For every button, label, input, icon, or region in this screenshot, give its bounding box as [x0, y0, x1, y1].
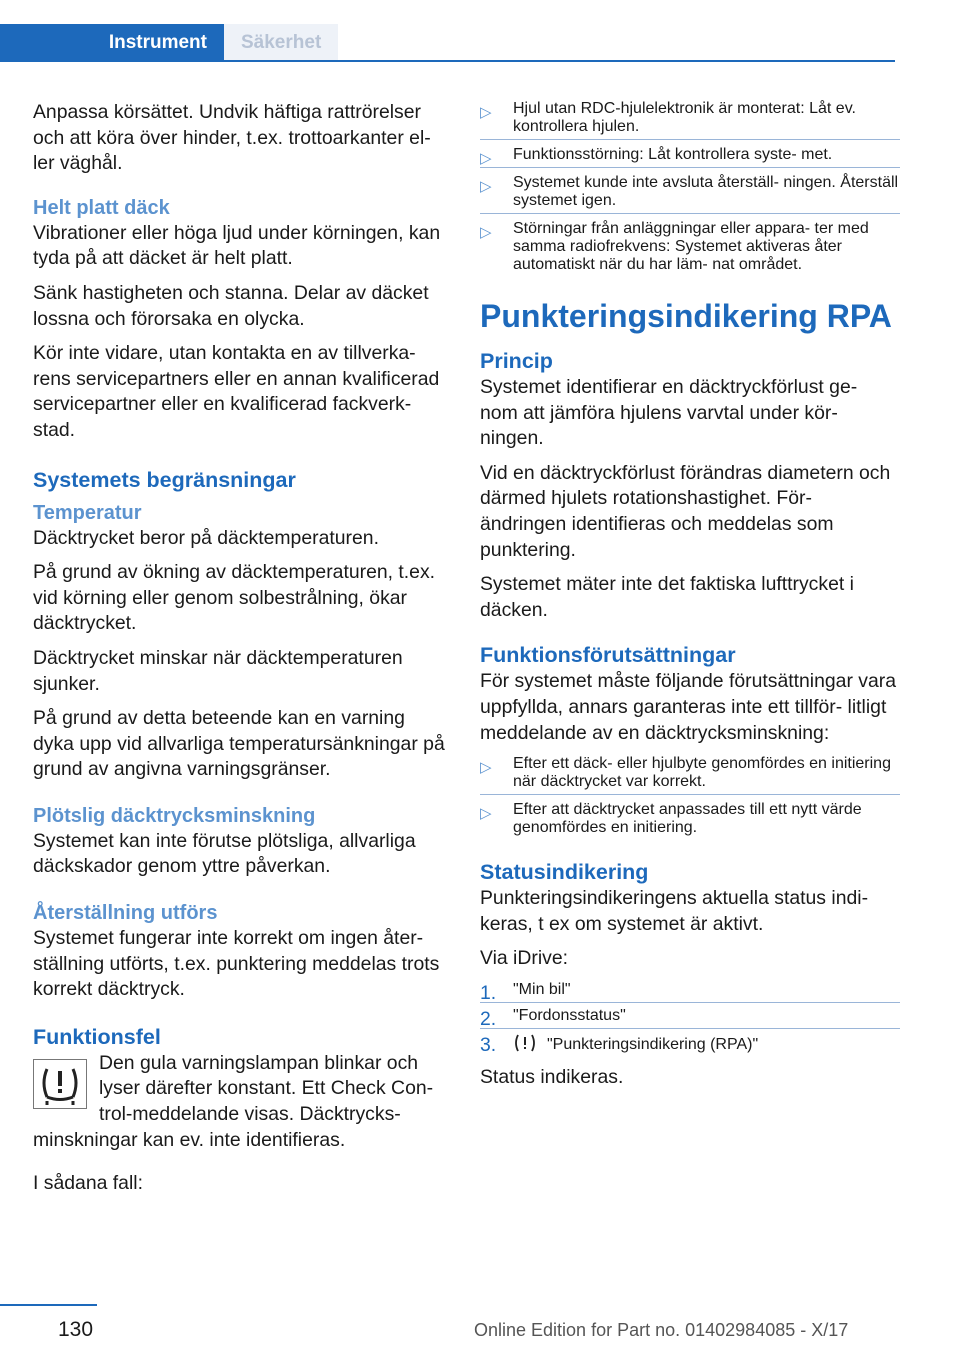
list-item: ▷ Hjul utan RDC-hjulelektronik är monterat: Låt ev. kontrollera hjulen.: [480, 100, 900, 140]
temperature-paragraph-2: På grund av ökning av däcktemperaturen, t.ex. vid körning eller genom solbestrålning, ökar däcktrycket.: [33, 561, 436, 635]
principle-paragraph-2: Vid en däcktryckförlust förändras diametern och därmed hjulets rotationshastighet. För‐ ändringen identifieras och meddelas som punktering.: [480, 461, 891, 561]
list-item: ▷ Funktionsstörning: Låt kontrollera syste‐ met.: [480, 140, 900, 168]
triangle-right-icon: ▷: [480, 805, 492, 823]
triangle-right-icon: ▷: [480, 224, 492, 241]
heading-temperature: Temperatur: [33, 501, 142, 524]
flat-tire-paragraph-1: Vibrationer eller höga ljud under körningen, kan tyda på att däcket är helt platt.: [33, 221, 441, 270]
heading-malfunction: Funktionsfel: [33, 1024, 161, 1049]
list-item: ▷ Efter ett däck- eller hjulbyte genomfördes en initiering när däcktrycket var korrekt.: [480, 755, 900, 795]
heading-status-display: Statusindikering: [480, 860, 649, 885]
temperature-paragraph-1: Däcktrycket beror på däcktemperaturen.: [33, 526, 379, 549]
status-paragraph-1: Punkteringsindikeringens aktuella status indi‐ keras, t ex om systemet är aktivt.: [480, 887, 869, 935]
footer-divider: [0, 1304, 97, 1306]
right-column: [480, 100, 900, 1091]
heading-sudden-pressure-loss: Plötslig däcktrycksminskning: [33, 804, 316, 827]
tab-sakerhet[interactable]: Säkerhet: [224, 24, 338, 60]
list-item: ▷ Störningar från anläggningar eller appara‐ ter med samma radiofrekvens: Systemet aktiveras åter automatiskt när du har läm‐ nat området.: [480, 220, 869, 273]
tab-instrument[interactable]: Instrument: [0, 24, 224, 60]
fault-cause-list: [480, 100, 900, 277]
temperature-paragraph-3: Däcktrycket minskar när däcktemperaturen sjunker.: [33, 646, 403, 695]
list-item: 2. "Fordonsstatus": [480, 1003, 900, 1029]
principle-paragraph-1: Systemet identifierar en däcktryckförlust ge‐ nom att jämföra hjulens varvtal under kör‐ ningen.: [480, 376, 858, 450]
list-item: 3. "Punkteringsindikering (RPA)": [480, 1033, 759, 1056]
flat-tire-paragraph-2: Sänk hastigheten och stanna. Delar av däcket lossna och förorsaka en olycka.: [33, 281, 429, 330]
status-result-paragraph: Status indikeras.: [480, 1065, 624, 1088]
in-such-cases-paragraph: I sådana fall:: [33, 1172, 143, 1195]
malfunction-paragraph: Den gula varningslampan blinkar och lyser därefter konstant. Ett Check Con‐ trol-meddelande visas. Däcktrycks‐ minskningar kan ev. inte identifieras.: [33, 1051, 434, 1151]
triangle-right-icon: ▷: [480, 178, 492, 195]
left-column: [33, 100, 451, 1197]
list-item: 1. "Min bil": [480, 981, 900, 1003]
triangle-right-icon: ▷: [480, 104, 492, 121]
status-paragraph-2: Via iDrive:: [480, 947, 569, 970]
triangle-right-icon: ▷: [480, 150, 492, 167]
intro-paragraph: Anpassa körsättet. Undvik häftiga rattrörelser och att köra över hinder, t.ex. trottoarkanter el‐ ler väghål.: [33, 101, 431, 175]
heading-rpa: Punkteringsindikering RPA: [480, 298, 892, 334]
heading-requirements: Funktionsförutsättningar: [480, 643, 736, 668]
tire-pressure-icon: [513, 1033, 537, 1058]
heading-flat-tire: Helt platt däck: [33, 196, 170, 219]
heading-reset-performed: Återställning utförs: [33, 902, 218, 925]
sudden-pressure-paragraph: Systemet kan inte förutse plötsliga, allvarliga däckskador genom yttre påverkan.: [33, 829, 416, 878]
malfunction-block: [33, 1051, 451, 1153]
header-divider: [0, 60, 895, 62]
requirements-paragraph: För systemet måste följande förutsättningar vara uppfyllda, annars garanteras inte ett tillför‐ litligt meddelande av en däcktrycksminskning:: [480, 670, 897, 744]
tire-pressure-warning-icon: [33, 1059, 87, 1109]
list-item: ▷ Efter att däcktrycket anpassades till ett nytt värde genomfördes en initiering.: [480, 801, 862, 837]
flat-tire-paragraph-3: Kör inte vidare, utan kontakta en av tillverka‐ rens servicepartners eller en annan kvalificerad servicepartner eller en kvalificerad fackverk‐ stad.: [33, 342, 440, 441]
list-item: ▷ Systemet kunde inte avsluta återställ‐ ningen. Återställ systemet igen.: [480, 168, 900, 214]
reset-paragraph: Systemet fungerar inte korrekt om ingen åter‐ ställning utförts, t.ex. punktering meddelas trots korrekt däcktryck.: [33, 927, 440, 1001]
page-number: 130: [58, 1318, 94, 1341]
requirements-list: [480, 755, 900, 840]
section-tabs: [0, 24, 895, 62]
triangle-right-icon: ▷: [480, 759, 492, 777]
temperature-paragraph-4: På grund av detta beteende kan en varning dyka upp vid allvarliga temperatursänkningar på grund av angivna varningsgränser.: [33, 707, 445, 781]
edition-footer: Online Edition for Part no. 01402984085 - X/17: [474, 1320, 849, 1340]
heading-system-limits: Systemets begränsningar: [33, 467, 296, 492]
principle-paragraph-3: Systemet mäter inte det faktiska lufttrycket i däcken.: [480, 573, 854, 621]
idrive-steps: [480, 981, 900, 1061]
heading-principle: Princip: [480, 349, 553, 373]
